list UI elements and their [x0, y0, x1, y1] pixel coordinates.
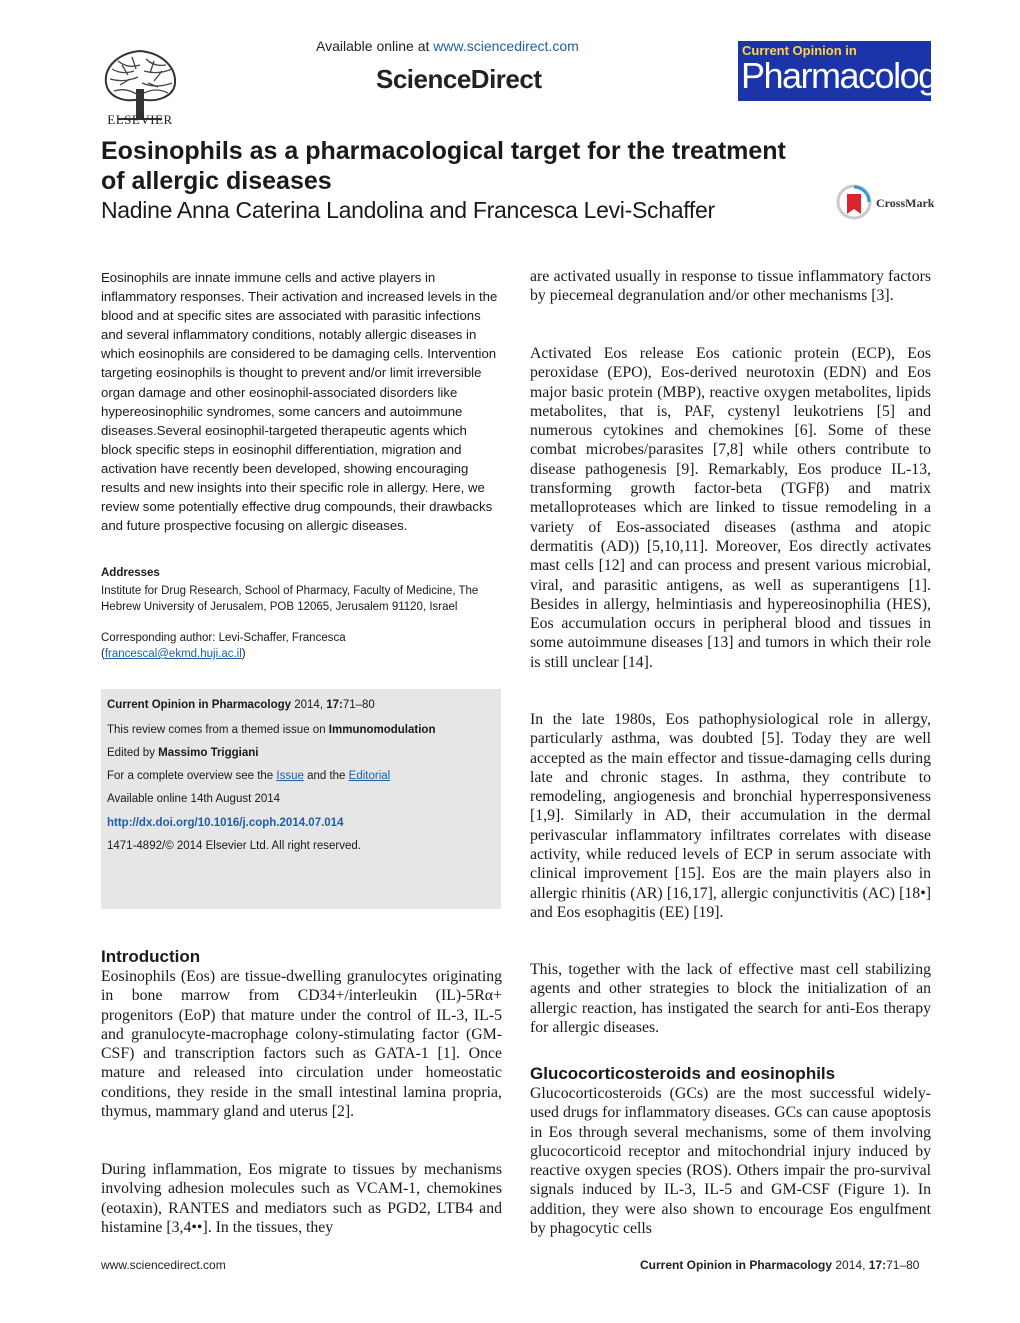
info-editor-name: Massimo Triggiani: [158, 747, 259, 759]
addresses-text: Institute for Drug Research, School of Pharmacy, Faculty of Medicine, The Hebrew University of Jerusalem, POB 12065, Jerusalem 91120, Israel: [101, 585, 479, 613]
abstract: Eosinophils are innate immune cells and active players in inflammatory responses. Their activation and increased levels in the blood and at specific sites are associated with parasitic infections and several inflammatory conditions, notably allergic diseases in which eosinophils are considered to be damaging cells. Intervention targeting eosinophils is thought to prevent and/or limit irreversible organ damage and other eosinophil-associated disorders like hypereosinophilic syndromes, some cancers and autoimmune diseases.Several eosinophil-targeted therapeutic agents which block specific steps in eosinophil differentiation, migration and activation have recently been developed, showing encouraging results and new insights into their specific role in allergy. Here, we review some potentially effective drug compounds, their drawbacks and future prospective focusing on allergic diseases.: [101, 270, 498, 534]
info-and: and the: [303, 770, 349, 782]
journal-banner-line2: Pharmacology: [741, 55, 954, 96]
addresses-heading: Addresses: [101, 567, 160, 579]
info-citation: [107, 699, 375, 711]
info-theme-prefix: This review comes from a themed issue on: [107, 724, 329, 736]
footer-citation: [640, 1258, 919, 1272]
footer-volume: 17:: [868, 1258, 887, 1272]
glucocorticosteroids-paragraph-1: Glucocorticosteroids (GCs) are the most successful widely-used drugs for inflammatory diseases. GCs can cause apoptosis in Eos through several mechanisms, some of them involving glucocorticoid receptor and mitochondrial injury induced by reactive oxygen species (ROS). Others impair the pro-survival signals induced by IL-3, IL-5 and GM-CSF (Figure 1). In addition, they were also shown to encourage Eos engulfment by phagocytic cells: [530, 1085, 931, 1238]
info-copyright: 1471-4892/© 2014 Elsevier Ltd. All right reserved.: [107, 840, 361, 852]
introduction-paragraph-2: During inflammation, Eos migrate to tissues by mechanisms involving adhesion molecules such as VCAM-1, chemokines (eotaxin), RANTES and mediators such as PGD2, LTB4 and histamine [3,4••]. In the tissues, they: [101, 1161, 502, 1236]
info-edited-prefix: Edited by: [107, 747, 159, 759]
info-pages: 71–80: [342, 699, 375, 711]
body-paragraph-2: Activated Eos release Eos cationic protein (ECP), Eos peroxidase (EPO), Eos-derived neurotoxin (EDN) and Eos major basic protein (MBP), reactive oxygen metabolites, lipids metabolites, that is, PAF, cystenyl leukotriens [5] and numerous cytokines and chemokines [6]. Some of these combat microbes/parasites [7,8] while others contribute to disease pathogenesis [9]. Remarkably, Eos produce IL-13, transforming growth factor-beta (TGFβ) and matrix metalloproteases which are linked to tissue remodeling in a variety of Eos-associated diseases (asthma and atopic dermatitis (AD)) [5,10,11]. Moreover, Eos directly activates mast cells [12] and can process and present various microbial, viral, and parasitic antigens, as well as superantigens [1]. Besides in allergy, helmintiasis and hypereosinophilia (HES), Eos accumulation occurs in peripheral blood and tissues in some autoimmune diseases [13] and tumors in which their role is still unclear [14].: [530, 345, 931, 671]
body-paragraph-1: are activated usually in response to tissue inflammatory factors by piecemeal degranulation and/or other mechanisms [3].: [530, 268, 931, 305]
info-editor: [107, 747, 258, 759]
footer-journal: Current Opinion in Pharmacology: [640, 1258, 833, 1272]
journal-banner-line1: Current Opinion in: [742, 43, 857, 58]
doi-link[interactable]: http://dx.doi.org/10.1016/j.coph.2014.07.014: [107, 817, 344, 829]
footer-year: 2014,: [835, 1258, 866, 1272]
available-prefix: Available online at: [316, 38, 434, 54]
introduction-heading: Introduction: [101, 947, 201, 966]
info-theme: [107, 724, 435, 736]
crossmark-badge[interactable]: [836, 184, 936, 224]
body-paragraph-3: In the late 1980s, Eos pathophysiological role in allergy, particularly asthma, was doubted [5]. Today they are well accepted as the main effector and tissue-damaging cells during late and chronic stages. In asthma, they contribute to remodeling, angiogenesis and bronchial hyperresponsiveness [1,9]. Similarly in AD, their accumulation in the dermal perivascular inflammatory infiltrates correlates with disease activity, while reduced levels of ECP in serum associate with clinical improvement [15]. Eos are the main players also in allergic rhinitis (AR) [16,17], allergic conjunctivitis (AC) [18•] and Eos esophagitis (EE) [19].: [530, 711, 931, 921]
body-paragraph-4: This, together with the lack of effective mast cell stabilizing agents and other strategies to block the initialization of an allergic reaction, has instigated the search for anti-Eos therapy for allergic diseases.: [530, 961, 931, 1036]
footer-pages: 71–80: [886, 1258, 920, 1272]
corresponding-author-label: Corresponding author: Levi-Schaffer, Francesca: [101, 632, 346, 644]
info-overview-prefix: For a complete overview see the: [107, 770, 277, 782]
available-online: [316, 38, 579, 54]
crossmark-icon: [836, 184, 872, 222]
info-theme-name: Immunomodulation: [328, 724, 436, 736]
sciencedirect-wordmark: ScienceDirect: [376, 64, 542, 94]
introduction-paragraph-1: Eosinophils (Eos) are tissue-dwelling granulocytes originating in bone marrow from CD34+/interleukin (IL)-5Rα+ progenitors (EoP) that mature under the control of IL-3, IL-5 and granulocyte-macrophage colony-stimulating factor (GM-CSF) and transcription factors such as GATA-1 [1]. Once mature and released into circulation under homeostatic conditions, they reside in the small intestinal lamina propria, thymus, mammary gland and uterus [2].: [101, 968, 502, 1121]
article-info-box: [101, 689, 501, 909]
info-year: 2014,: [294, 699, 324, 711]
info-available: Available online 14th August 2014: [107, 793, 281, 805]
article-title: Eosinophils as a pharmacological target for the treatment of allergic diseases: [101, 137, 786, 195]
footer-url: www.sciencedirect.com: [101, 1258, 226, 1272]
glucocorticosteroids-heading: Glucocorticosteroids and eosinophils: [530, 1064, 836, 1083]
publisher-name: ELSEVIER: [107, 112, 173, 127]
corresponding-author-email-line: (francescal@ekmd.huji.ac.il): [101, 648, 246, 660]
crossmark-label: CrossMark: [876, 196, 935, 210]
info-doi-row: [107, 817, 343, 829]
article-authors: Nadine Anna Caterina Landolina and Francesca Levi-Schaffer: [101, 197, 715, 223]
corresponding-author: [101, 630, 506, 662]
sciencedirect-link[interactable]: www.sciencedirect.com: [433, 38, 579, 54]
corresponding-email-link[interactable]: francescal@ekmd.huji.ac.il: [104, 648, 242, 660]
journal-banner: [738, 41, 954, 101]
editorial-link[interactable]: Editorial: [348, 770, 391, 782]
info-journal: Current Opinion in Pharmacology: [107, 699, 292, 711]
issue-link[interactable]: Issue: [276, 770, 304, 782]
info-overview: [107, 770, 390, 782]
info-volume: 17:: [326, 699, 343, 711]
